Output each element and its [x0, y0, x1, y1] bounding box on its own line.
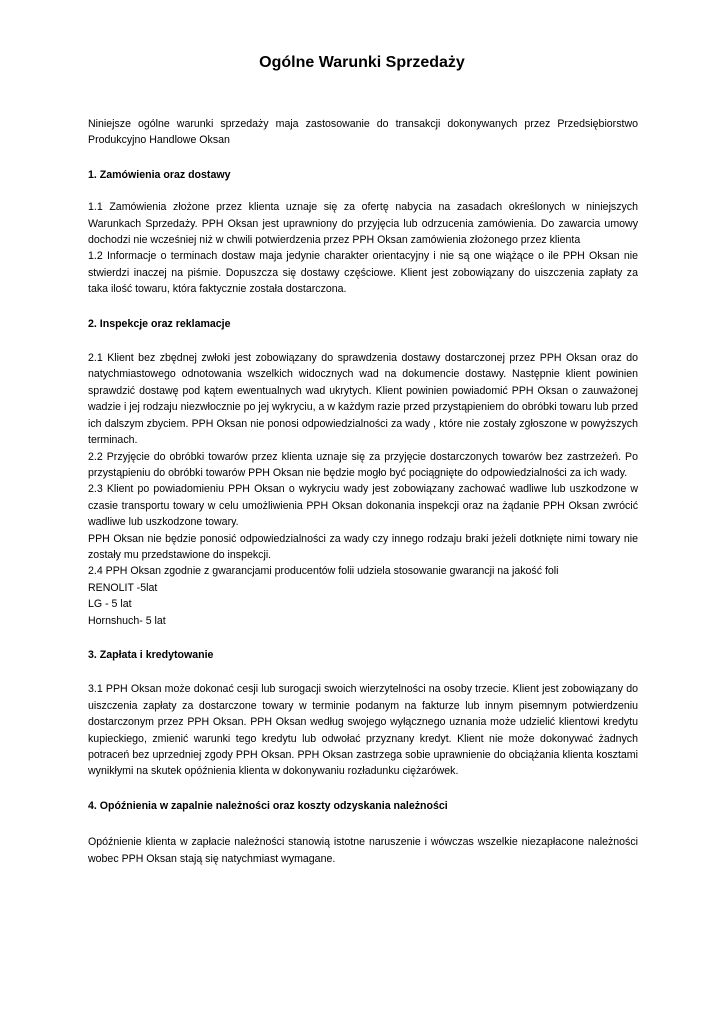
section-2-paragraph-2: 2.2 Przyjęcie do obróbki towarów przez klienta uznaje się za przyjęcie dostarczonych towarów bez zastrzeżeń. Po przystąpieniu do obróbki towarów PPH Oksan nie będzie mogło być pociągnięte do odpowiedzialności za ich wady. [88, 450, 638, 479]
warranty-hornshuch: Hornshuch- 5 lat [88, 614, 166, 627]
warranty-lg: LG - 5 lat [88, 598, 132, 611]
section-2-paragraph-1: 2.1 Klient bez zbędnej zwłoki jest zobowiązany do sprawdzenia dostawy dostarczonej przez PPH Oksan oraz do natychmiastowego odnotowania wszelkich widocznych wad na dokumencie dostawy. Następnie klient powinien sprawdzić dostawę pod kątem ewentualnych wad ukrytych. Klient powinien powiadomić PPH Oksan o zauważonej wadzie i jej rodzaju niezwłocznie po jej wykryciu, a w każdym razie przed przystąpieniem do obróbki towaru lub przed ich dalszym zbyciem. PPH Oksan nie ponosi odpowiedzialności za wady , które nie zostały zgłoszone w powyższych terminach. [88, 352, 638, 447]
section-2-paragraph-5: 2.4 PPH Oksan zgodnie z gwarancjami producentów folii udziela stosowanie gwarancji na jakość foli [88, 565, 559, 578]
section-3-heading: 3. Zapłata i kredytowanie [88, 648, 214, 661]
section-2-paragraph-4: PPH Oksan nie będzie ponosić odpowiedzialności za wady czy innego rodzaju braki jeżeli dotknięte nimi towary nie zostały mu przedstawione do inspekcji. [88, 532, 638, 561]
section-2-paragraph-3: 2.3 Klient po powiadomieniu PPH Oksan o wykryciu wady jest zobowiązany zachować wadliwe lub uszkodzone w czasie transportu towary w celu umożliwienia PPH Oksan dokonania inspekcji oraz na żądanie PPH Oksan zwrócić wadliwe lub uszkodzone towary. [88, 483, 638, 529]
section-2-heading: 2. Inspekcje oraz reklamacje [88, 317, 231, 330]
section-4-heading: 4. Opóźnienia w zapalnie należności oraz koszty odzyskania należności [88, 799, 448, 812]
section-4-paragraph-1: Opóźnienie klienta w zapłacie należności stanowią istotne naruszenie i wówczas wszelkie niezapłacone należności wobec PPH Oksan stają się natychmiast wymagane. [88, 836, 638, 865]
warranty-renolit: RENOLIT -5lat [88, 581, 158, 594]
section-1-heading: 1. Zamówienia oraz dostawy [88, 168, 231, 181]
section-3-paragraph-1: 3.1 PPH Oksan może dokonać cesji lub surogacji swoich wierzytelności na osoby trzecie. Klient jest zobowiązany do uiszczenia zapłaty za dostarczone towary w terminie podanym na fakturze lub innym pisemnym potwierdzeniu dostarczonym przez PPH Oksan. PPH Oksan według swojego wyłącznego uznania może udzielić klientowi kredytu kupieckiego, zmienić warunki tego kredytu lub odwołać przyznany kredyt. Klient nie może dokonywać żadnych potraceń bez uprzedniej zgody PPH Oksan. PPH Oksan zastrzega sobie uprawnienie do obciążania klienta kosztami wynikłymi na skutek opóźnienia klienta w dokonywaniu rozładunku ciężarówek. [88, 683, 638, 778]
document-title: Ogólne Warunki Sprzedaży [259, 54, 465, 71]
section-1-paragraph-2: 1.2 Informacje o terminach dostaw maja jedynie charakter orientacyjny i nie są one wiążące o ile PPH Oksan nie stwierdzi inaczej na piśmie. Dopuszcza się dostawy częściowe. Klient jest zobowiązany do uiszczenia zapłaty za taka ilość towaru, która faktycznie została dostarczona. [88, 250, 638, 296]
document-body [88, 116, 638, 867]
section-1-paragraph-1: 1.1 Zamówienia złożone przez klienta uznaje się za ofertę nabycia na zasadach określonych w niniejszych Warunkach Sprzedaży. PPH Oksan jest uprawniony do przyjęcia lub odrzucenia zamówienia. Do zawarcia umowy dochodzi nie wcześniej niż w chwili potwierdzenia przez PPH Oksan zamówienia złożonego przez klienta [88, 201, 638, 247]
intro-paragraph: Niniejsze ogólne warunki sprzedaży maja zastosowanie do transakcji dokonywanych przez Przedsiębiorstwo Produkcyjno Handlowe Oksan [88, 118, 638, 147]
